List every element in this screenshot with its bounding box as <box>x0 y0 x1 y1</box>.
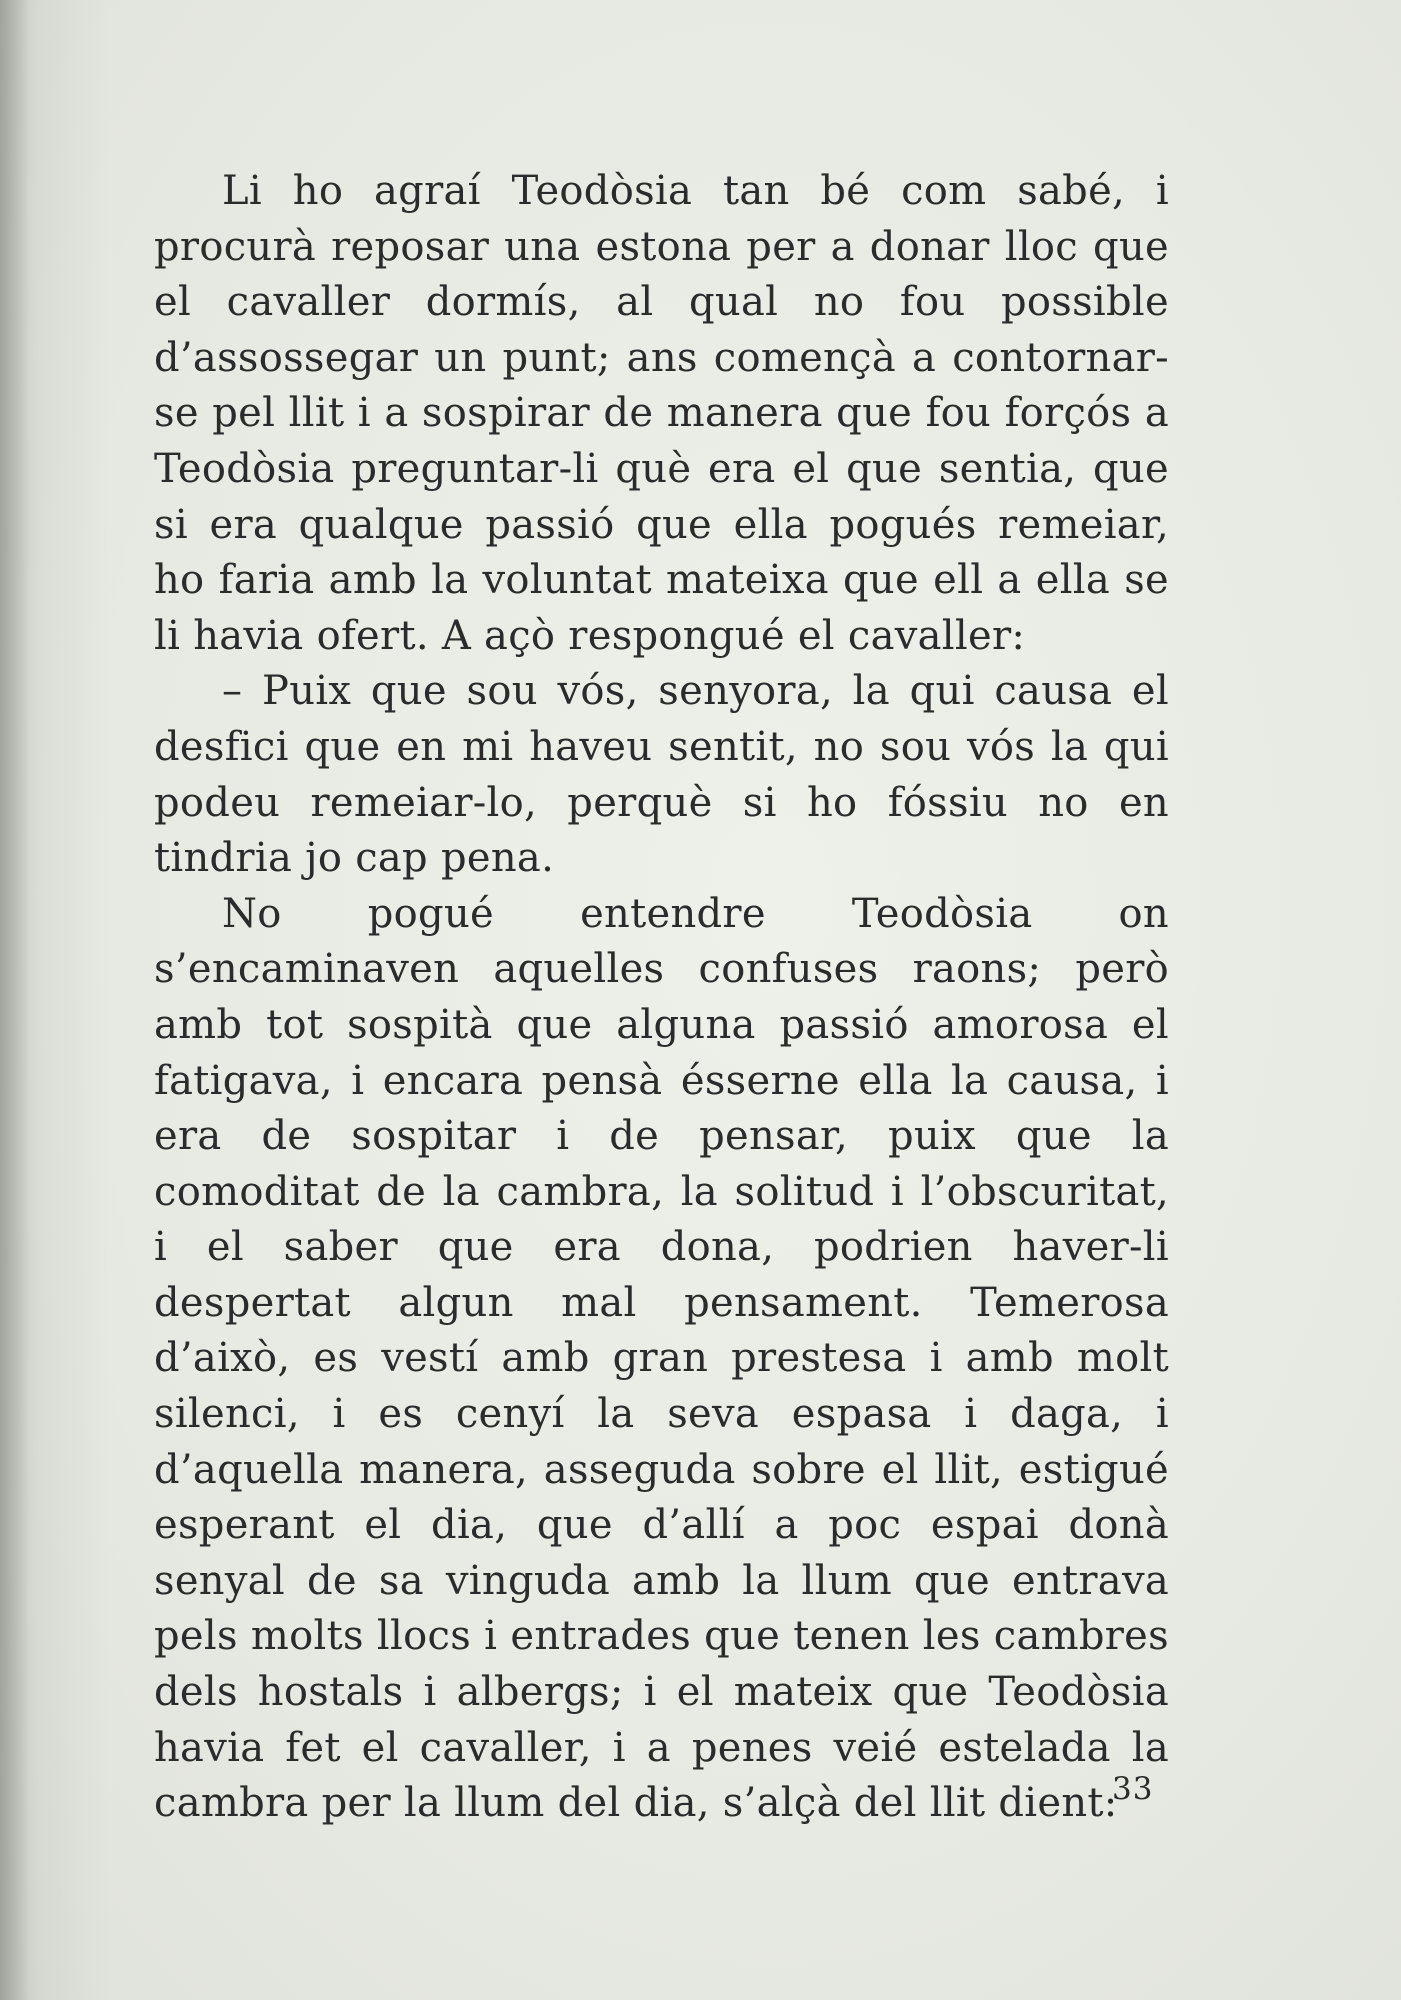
paragraph-3: No pogué entendre Teodòsia on s’encaminaven aquelles confuses raons; però amb tot sospità que alguna passió amorosa el fatigava, i encara pensà ésserne ella la causa, i era de sospitar i de pensar, puix que la comoditat de la cambra, la solitud i l’obscuritat, i el saber que era dona, podrien haver-li despertat algun mal pensament. Temerosa d’això, es vestí amb gran prestesa i amb molt silenci, i es cenyí la seva espasa i daga, i d’aquella manera, asseguda sobre el llit, estigué esperant el dia, que d’allí a poc espai donà senyal de sa vinguda amb la llum que entrava pels molts llocs i entrades que tenen les cambres dels hostals i albergs; i el mateix que Teodòsia havia fet el cavaller, i a penes veié estelada la cambra per la llum del dia, s’alçà del llit dient: <box>154 890 1169 1827</box>
body-text <box>154 164 1169 1832</box>
gutter-shadow <box>0 0 30 2000</box>
page-number: 33 <box>1112 1771 1154 1807</box>
paragraph-1: Li ho agraí Teodòsia tan bé com sabé, i procurà reposar una estona per a donar lloc que el cavaller dormís, al qual no fou possible d’assossegar un punt; ans començà a contornar-se pel llit i a sospirar de manera que fou forçós a Teodòsia preguntar-li què era el que sentia, que si era qualque passió que ella pogués remeiar, ho faria amb la voluntat mateixa que ell a ella se li havia ofert. A açò respongué el cavaller: <box>154 168 1169 659</box>
paragraph-2-dialogue: – Puix que sou vós, senyora, la qui causa el desfici que en mi haveu sentit, no sou vós la qui podeu remeiar-lo, perquè si ho fóssiu no en tindria jo cap pena. <box>154 668 1169 882</box>
